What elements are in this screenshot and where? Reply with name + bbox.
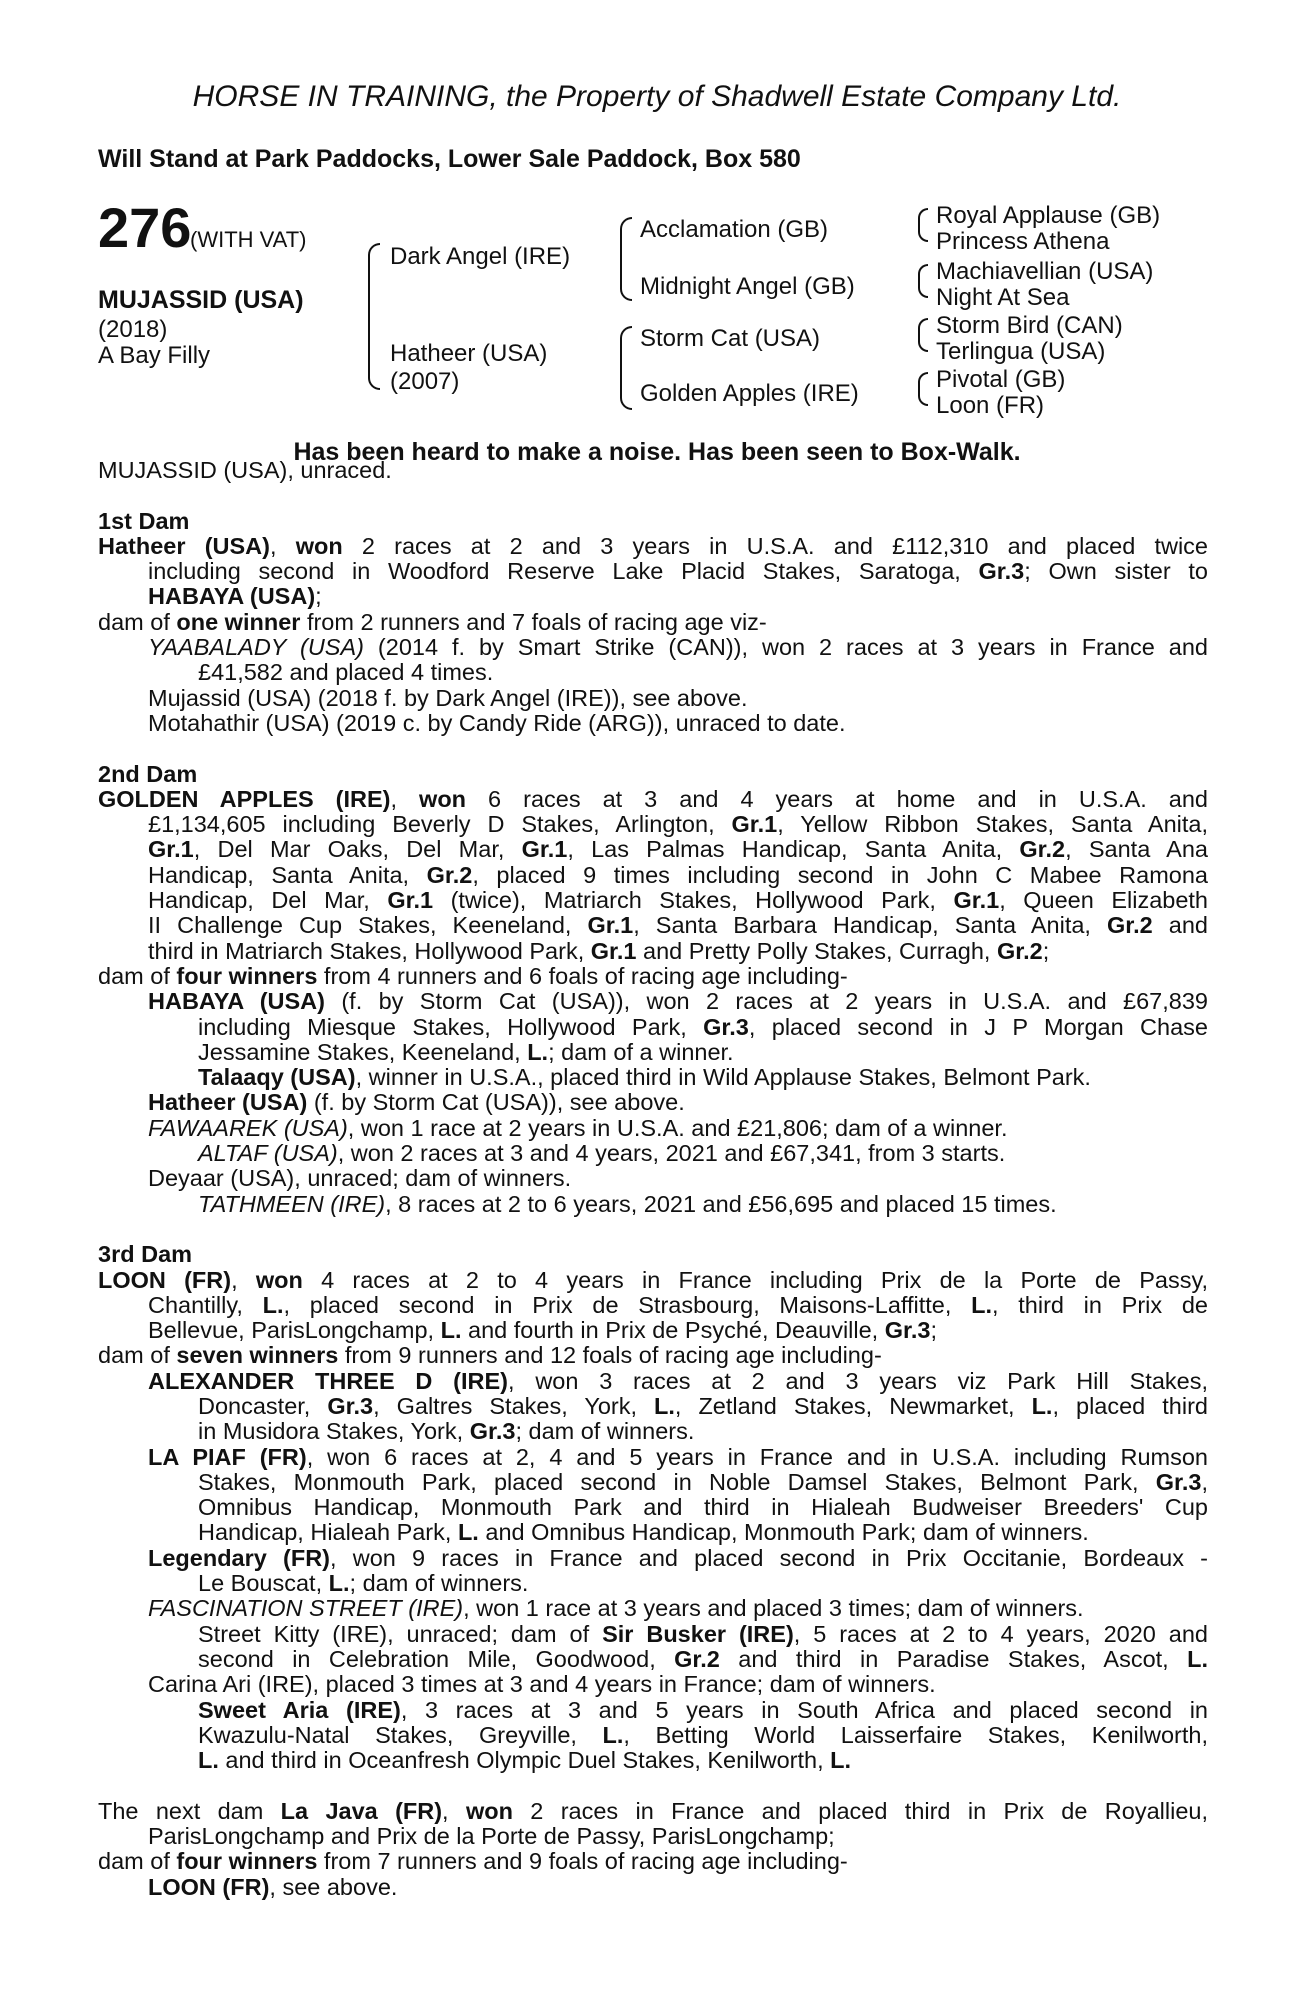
third-dam-line: LOON (FR), won 4 races at 2 to 4 years in France including Prix de la Porte de Passy, [98,1267,1208,1293]
third-dam-line: second in Celebration Mile, Goodwood, Gr.2 and third in Paradise Stakes, Ascot, L. [198,1646,1208,1672]
third-dam-line: Bellevue, ParisLongchamp, L. and fourth in Prix de Psyché, Deauville, Gr.3; [148,1317,937,1344]
second-dam-line: Deyaar (USA), unraced; dam of winners. [148,1165,572,1192]
foaling-year: (2018) [98,316,168,343]
pedigree-dam-dam: Golden Apples (IRE) [640,380,859,407]
pedigree-g3-6: Terlingua (USA) [936,338,1106,365]
pedigree-g3-2: Princess Athena [936,228,1110,255]
first-dam-line: Hatheer (USA), won 2 races at 2 and 3 years in U.S.A. and £112,310 and placed twice [98,533,1208,559]
third-dam-line: Le Bouscat, L.; dam of winners. [198,1570,529,1597]
third-dam-line: Carina Ari (IRE), placed 3 times at 3 and 4 years in France; dam of winners. [148,1671,936,1698]
first-dam-line: HABAYA (USA); [148,583,322,610]
second-dam-line: Handicap, Santa Anita, Gr.2, placed 9 times including second in John C Mabee Ramona [148,862,1208,888]
horse-description: A Bay Filly [98,342,211,369]
third-dam-line: Chantilly, L., placed second in Prix de Strasbourg, Maisons-Laffitte, L., third in Prix de [148,1292,1208,1318]
pedigree-dam-sire: Storm Cat (USA) [640,325,821,352]
third-dam-line: Sweet Aria (IRE), 3 races at 3 and 5 years in South Africa and placed second in [198,1697,1208,1723]
second-dam-line: Hatheer (USA) (f. by Storm Cat (USA)), see above. [148,1089,685,1116]
first-dam-line: Mujassid (USA) (2018 f. by Dark Angel (IRE)), see above. [148,684,748,711]
second-dam-line: including Miesque Stakes, Hollywood Park, Gr.3, placed second in J P Morgan Chase [198,1014,1208,1040]
first-dam-line: Motahathir (USA) (2019 c. by Candy Ride (ARG)), unraced to date. [148,709,846,736]
second-dam-line: Talaaqy (USA), winner in U.S.A., placed third in Wild Applause Stakes, Belmont Park. [198,1064,1091,1091]
next-dam-line: dam of four winners from 7 runners and 9 foals of racing age including- [98,1848,848,1875]
pedigree-brace-3b [918,264,928,298]
second-dam-heading: 2nd Dam [98,760,198,787]
third-dam-line: Legendary (FR), won 9 races in France and placed second in Prix Occitanie, Bordeaux - [148,1545,1208,1571]
pedigree-sire-dam: Midnight Angel (GB) [640,273,855,300]
pedigree-brace-2b [620,326,632,410]
third-dam-heading: 3rd Dam [98,1241,193,1268]
pedigree-brace-2a [620,217,632,301]
horse-name: MUJASSID (USA) [98,286,304,314]
next-dam-line: ParisLongchamp and Prix de la Porte de Passy, ParisLongchamp; [148,1823,835,1850]
pedigree-g3-3: Machiavellian (USA) [936,258,1154,285]
second-dam-line: HABAYA (USA) (f. by Storm Cat (USA)), won 2 races at 2 years in U.S.A. and £67,839 [148,989,1208,1015]
catalogue-body [98,458,1208,1900]
third-dam-line: Stakes, Monmouth Park, placed second in Noble Damsel Stakes, Belmont Park, Gr.3, [198,1469,1208,1495]
second-dam-line: £1,134,605 including Beverly D Stakes, Arlington, Gr.1, Yellow Ribbon Stakes, Santa Anita, [148,812,1208,838]
pedigree-brace-1 [368,243,380,390]
pedigree-sire-sire: Acclamation (GB) [640,216,829,243]
second-dam-line: dam of four winners from 4 runners and 6 foals of racing age including- [98,962,848,989]
pedigree-brace-3d [918,372,928,406]
second-dam-line: FAWAAREK (USA), won 1 race at 2 years in U.S.A. and £21,806; dam of a winner. [148,1114,1008,1141]
pedigree-brace-3c [918,318,928,352]
third-dam-line: ALEXANDER THREE D (IRE), won 3 races at 2 and 3 years viz Park Hill Stakes, [148,1368,1208,1394]
next-dam-line: The next dam La Java (FR), won 2 races in France and placed third in Prix de Royallieu, [98,1798,1208,1824]
third-dam-line: Handicap, Hialeah Park, L. and Omnibus Handicap, Monmouth Park; dam of winners. [198,1519,1089,1546]
second-dam-line: third in Matriarch Stakes, Hollywood Park, Gr.1 and Pretty Polly Stakes, Curragh, Gr.2; [148,937,1050,964]
third-dam-line: Street Kitty (IRE), unraced; dam of Sir Busker (IRE), 5 races at 2 to 4 years, 2020 and [198,1621,1208,1647]
third-dam-line: in Musidora Stakes, York, Gr.3; dam of winners. [198,1418,695,1445]
second-dam-line: TATHMEEN (IRE), 8 races at 2 to 6 years, 2021 and £56,695 and placed 15 times. [198,1190,1057,1217]
second-dam-line: Jessamine Stakes, Keeneland, L.; dam of a winner. [198,1038,734,1065]
vat-label: (WITH VAT) [190,227,307,252]
third-dam-line: Doncaster, Gr.3, Galtres Stakes, York, L., Zetland Stakes, Newmarket, L., placed third [198,1393,1208,1419]
first-dam-line: dam of one winner from 2 runners and 7 foals of racing age viz- [98,608,767,635]
pedigree-g3-8: Loon (FR) [936,392,1045,419]
third-dam-line: L. and third in Oceanfresh Olympic Duel Stakes, Kenilworth, L. [198,1747,852,1774]
pedigree-g3-7: Pivotal (GB) [936,366,1066,393]
pedigree-dam-year: (2007) [390,368,460,395]
pedigree-sire: Dark Angel (IRE) [390,243,571,270]
page-title: HORSE IN TRAINING, the Property of Shadwell Estate Company Ltd. [192,80,1122,113]
pedigree-g3-5: Storm Bird (CAN) [936,312,1123,339]
noise-note: Has been heard to make a noise. Has been seen to Box-Walk. [293,438,1021,466]
second-dam-line: GOLDEN APPLES (IRE), won 6 races at 3 and 4 years at home and in U.S.A. and [98,786,1208,812]
first-dam-heading: 1st Dam [98,507,190,534]
third-dam-line: Omnibus Handicap, Monmouth Park and third in Hialeah Budweiser Breeders' Cup [198,1495,1208,1521]
first-dam-line: including second in Woodford Reserve Lake Placid Stakes, Saratoga, Gr.3; Own sister to [148,559,1208,585]
second-dam-line: Handicap, Del Mar, Gr.1 (twice), Matriarch Stakes, Hollywood Park, Gr.1, Queen Elizabeth [148,888,1208,914]
second-dam-line: ALTAF (USA), won 2 races at 3 and 4 years, 2021 and £67,341, from 3 starts. [198,1140,1006,1167]
second-dam-line: Gr.1, Del Mar Oaks, Del Mar, Gr.1, Las Palmas Handicap, Santa Anita, Gr.2, Santa Ana [148,837,1208,863]
pedigree-g3-1: Royal Applause (GB) [936,202,1161,229]
third-dam-line: dam of seven winners from 9 runners and 12 foals of racing age including- [98,1342,882,1369]
first-dam-line: £41,582 and placed 4 times. [198,659,494,686]
lot-number: 276 [98,196,192,259]
pedigree-dam: Hatheer (USA) [390,340,548,367]
next-dam-line: LOON (FR), see above. [148,1873,398,1900]
third-dam-line: FASCINATION STREET (IRE), won 1 race at 3 years and placed 3 times; dam of winners. [148,1595,1084,1622]
third-dam-line: Kwazulu-Natal Stakes, Greyville, L., Betting World Laisserfaire Stakes, Kenilworth, [198,1722,1208,1748]
pedigree-g3-4: Night At Sea [936,284,1070,311]
third-dam-line: LA PIAF (FR), won 6 races at 2, 4 and 5 years in France and in U.S.A. including Rumson [148,1444,1208,1470]
first-dam-line: YAABALADY (USA) (2014 f. by Smart Strike (CAN)), won 2 races at 3 years in France and [148,635,1208,661]
unraced-note: MUJASSID (USA), unraced. [98,457,392,483]
stand-location: Will Stand at Park Paddocks, Lower Sale Paddock, Box 580 [98,145,801,173]
pedigree-brace-3a [918,208,928,242]
second-dam-line: II Challenge Cup Stakes, Keeneland, Gr.1, Santa Barbara Handicap, Santa Anita, Gr.2 and [148,913,1208,939]
